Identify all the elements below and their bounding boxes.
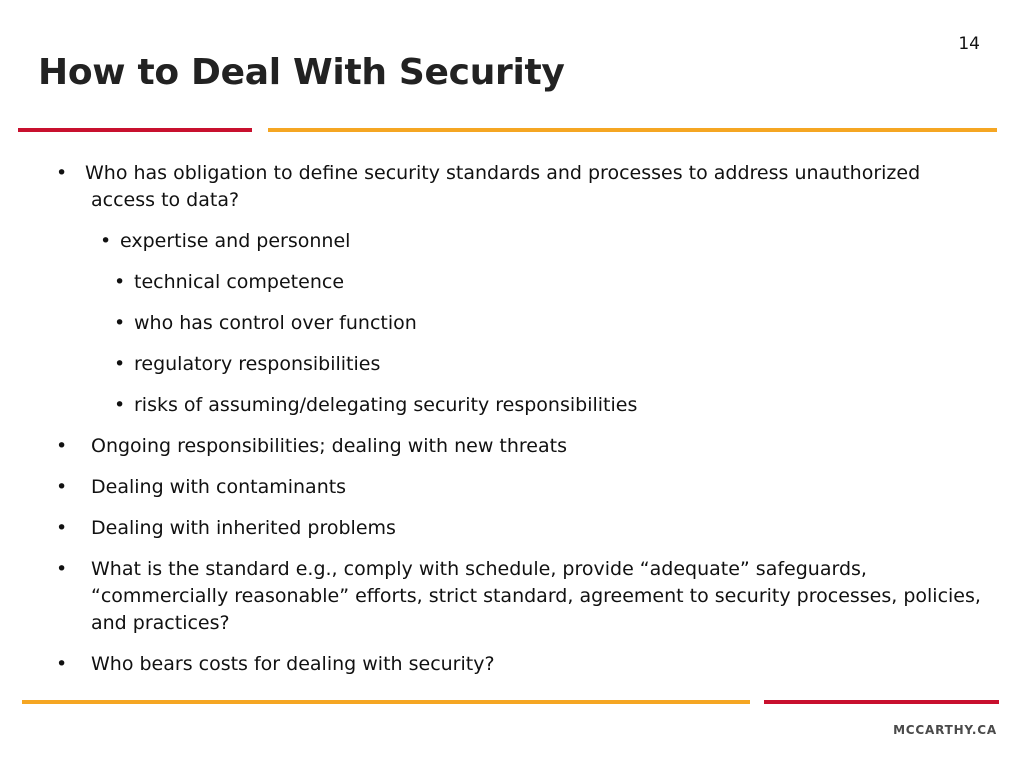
bullet-icon: • — [56, 476, 68, 498]
bullet-icon: • — [114, 394, 126, 416]
list-item — [52, 556, 982, 637]
list-item — [52, 310, 982, 337]
list-item — [52, 651, 982, 678]
list-item-text: What is the standard e.g., comply with schedule, provide “adequate” safeguards, “commercially reasonable” efforts, strict standard, agreement to security processes, policies, and practices? — [91, 558, 981, 634]
bullet-list — [52, 160, 982, 692]
slide-title: How to Deal With Security — [38, 52, 565, 93]
list-item — [52, 392, 982, 419]
bottom-rule-gold — [22, 700, 750, 704]
list-item — [52, 474, 982, 501]
list-item-text: Who has obligation to define security standards and processes to address unauthorized access to data? — [85, 162, 921, 211]
bullet-icon: • — [100, 230, 112, 252]
top-rule-gold — [268, 128, 997, 132]
bottom-rule-red — [764, 700, 999, 704]
list-item-text: Ongoing responsibilities; dealing with new threats — [91, 435, 567, 457]
list-item — [52, 351, 982, 378]
bullet-icon: • — [56, 435, 68, 457]
list-item — [52, 515, 982, 542]
list-item — [52, 269, 982, 296]
list-item-text: Who bears costs for dealing with security? — [91, 653, 495, 675]
top-rule-red — [18, 128, 252, 132]
list-item-text: risks of assuming/delegating security responsibilities — [134, 394, 638, 416]
bullet-icon: • — [114, 312, 126, 334]
list-item-text: expertise and personnel — [120, 230, 351, 252]
bullet-icon: • — [56, 558, 68, 580]
bullet-icon: • — [56, 162, 68, 184]
list-item — [52, 160, 982, 214]
list-item — [52, 228, 982, 255]
list-item-text: technical competence — [134, 271, 345, 293]
bullet-icon: • — [56, 517, 68, 539]
list-item-text: Dealing with inherited problems — [91, 517, 396, 539]
list-item-text: regulatory responsibilities — [134, 353, 381, 375]
list-item-text: who has control over function — [134, 312, 417, 334]
list-item-text: Dealing with contaminants — [91, 476, 347, 498]
bullet-icon: • — [114, 271, 126, 293]
bullet-icon: • — [56, 653, 68, 675]
mccarthy-logo: MCCARTHY.CA — [893, 723, 997, 737]
page-number: 14 — [958, 34, 980, 54]
list-item — [52, 433, 982, 460]
bullet-icon: • — [114, 353, 126, 375]
